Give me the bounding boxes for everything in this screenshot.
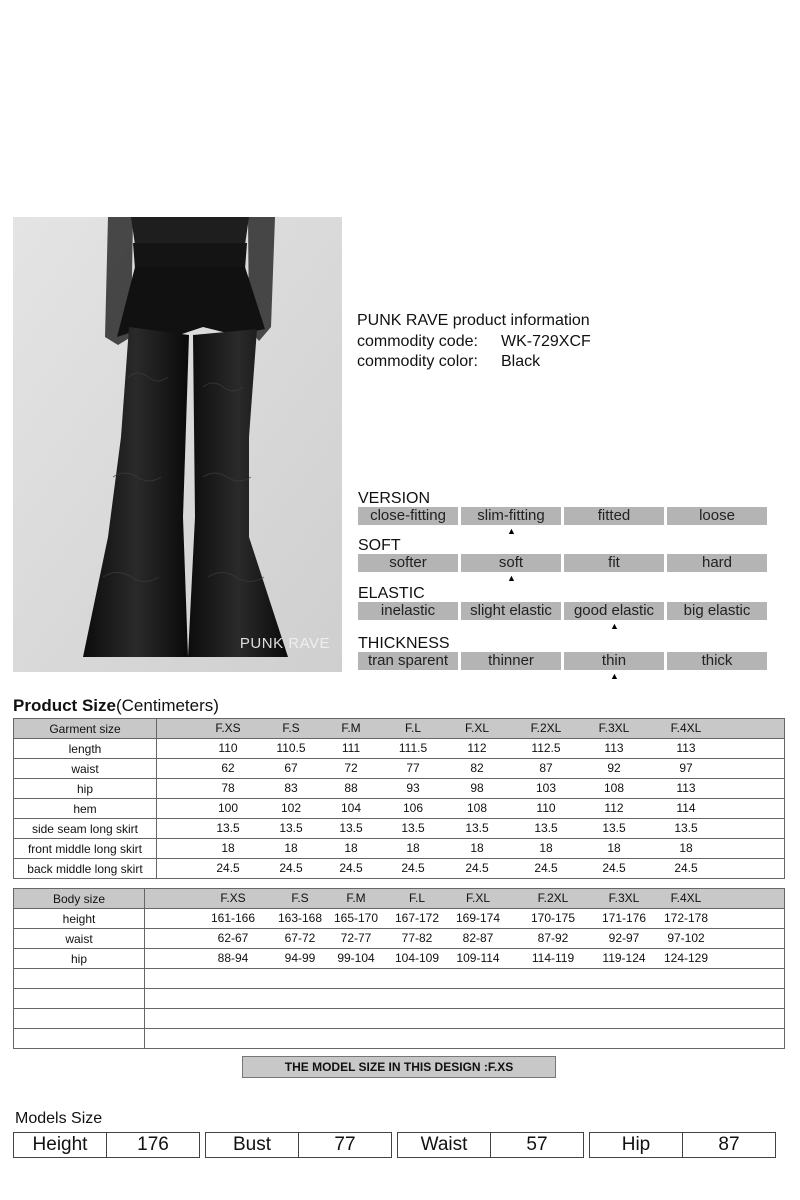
size-value: 94-99 [284, 951, 316, 965]
brand-watermark: PUNK RAVE [239, 635, 330, 652]
commodity-color-value: Black [501, 353, 541, 370]
size-value: 124-129 [663, 951, 709, 965]
row-label: side seam long skirt [14, 819, 157, 839]
attribute-option: soft [461, 554, 561, 572]
size-label: F.4XL [670, 721, 702, 735]
attribute-title: SOFT [358, 537, 401, 554]
row-label [14, 1029, 145, 1049]
size-value: 24.5 [465, 861, 489, 875]
selected-marker-icon: ▲ [507, 573, 516, 583]
size-value: 92-97 [608, 931, 640, 945]
table-header-label: Garment size [14, 719, 157, 739]
row-values [145, 969, 785, 989]
table-header-sizes [145, 889, 785, 909]
attribute-option: thin [564, 652, 664, 670]
table-row [14, 949, 785, 969]
size-value: 13.5 [465, 821, 489, 835]
table-row [14, 1029, 785, 1049]
size-value: 24.5 [602, 861, 626, 875]
size-value: 113 [604, 741, 624, 755]
size-label: F.2XL [530, 721, 562, 735]
product-size-title [13, 696, 219, 716]
size-value: 161-166 [210, 911, 256, 925]
size-value: 108 [603, 781, 625, 795]
models-size-row [13, 1132, 776, 1158]
model-measure-0 [13, 1132, 200, 1158]
size-value: 67 [284, 761, 298, 775]
row-values [157, 759, 785, 779]
product-size-heading: Product Size [13, 696, 116, 715]
size-value: 13.5 [674, 821, 698, 835]
size-value: 24.5 [401, 861, 425, 875]
model-size-note: THE MODEL SIZE IN THIS DESIGN :F.XS [242, 1056, 556, 1078]
size-value: 108 [466, 801, 488, 815]
row-values [157, 739, 785, 759]
model-measure-value: 176 [137, 1134, 169, 1155]
attribute-scale [358, 602, 767, 620]
size-value: 18 [679, 841, 693, 855]
size-label: F.XL [464, 721, 490, 735]
model-measure-3 [589, 1132, 776, 1158]
attribute-title: VERSION [358, 490, 431, 507]
size-value: 92 [607, 761, 621, 775]
attribute-option: slight elastic [461, 602, 561, 620]
table-header-sizes [157, 719, 785, 739]
size-value: 13.5 [602, 821, 626, 835]
table-row [14, 819, 785, 839]
size-label: F.XS [220, 891, 246, 905]
model-measure-value: 77 [334, 1134, 356, 1155]
size-label: F.L [404, 721, 422, 735]
commodity-color-label: commodity color: [357, 353, 478, 370]
size-value: 18 [344, 841, 358, 855]
attribute-option: big elastic [667, 602, 767, 620]
table-header-label: Body size [14, 889, 145, 909]
size-label: F.3XL [608, 891, 640, 905]
selected-marker-icon: ▲ [610, 671, 619, 681]
row-values [145, 929, 785, 949]
row-label: front middle long skirt [14, 839, 157, 859]
size-value: 97-102 [667, 931, 705, 945]
row-label: hip [14, 949, 145, 969]
commodity-code [357, 333, 591, 351]
size-value: 111 [341, 741, 361, 755]
size-value: 167-172 [394, 911, 440, 925]
attribute-scale [358, 554, 767, 572]
size-label: F.XS [215, 721, 241, 735]
row-values [145, 949, 785, 969]
model-measure-label: Bust [206, 1133, 299, 1157]
size-value: 110 [536, 801, 556, 815]
size-value: 100 [217, 801, 239, 815]
size-value: 87 [539, 761, 553, 775]
model-measure-label: Hip [590, 1133, 683, 1157]
attribute-option: fitted [564, 507, 664, 525]
attribute-option: close-fitting [358, 507, 458, 525]
model-measure-value: 57 [526, 1134, 548, 1155]
size-value: 72-77 [340, 931, 372, 945]
size-value: 165-170 [333, 911, 379, 925]
size-value: 13.5 [534, 821, 558, 835]
table-row [14, 1009, 785, 1029]
size-value: 62-67 [217, 931, 249, 945]
size-value: 82-87 [462, 931, 494, 945]
size-value: 24.5 [279, 861, 303, 875]
size-value: 110 [218, 741, 238, 755]
row-values [157, 859, 785, 879]
size-value: 18 [406, 841, 420, 855]
garment-size-table [13, 718, 785, 879]
size-value: 13.5 [339, 821, 363, 835]
attribute-title: THICKNESS [358, 635, 450, 652]
size-label: F.M [341, 721, 361, 735]
size-value: 169-174 [455, 911, 501, 925]
size-value: 103 [535, 781, 557, 795]
row-values [145, 909, 785, 929]
attribute-option: fit [564, 554, 664, 572]
row-label: hip [14, 779, 157, 799]
attribute-option: loose [667, 507, 767, 525]
size-value: 99-104 [337, 951, 375, 965]
row-label: back middle long skirt [14, 859, 157, 879]
size-value: 102 [280, 801, 302, 815]
model-illustration [13, 217, 342, 672]
table-row [14, 859, 785, 879]
row-label: length [14, 739, 157, 759]
attribute-option: thick [667, 652, 767, 670]
table-row [14, 779, 785, 799]
size-value: 67-72 [284, 931, 316, 945]
size-label: F.S [282, 721, 300, 735]
row-values [145, 989, 785, 1009]
size-value: 112 [467, 741, 487, 755]
size-value: 97 [679, 761, 693, 775]
table-row [14, 839, 785, 859]
row-label: hem [14, 799, 157, 819]
size-label: F.M [346, 891, 366, 905]
size-value: 104 [340, 801, 362, 815]
table-row [14, 759, 785, 779]
row-label [14, 969, 145, 989]
body-size-table [13, 888, 785, 1049]
commodity-code-label: commodity code: [357, 333, 478, 350]
table-row [14, 969, 785, 989]
row-values [157, 799, 785, 819]
size-value: 78 [221, 781, 235, 795]
size-label: F.4XL [670, 891, 702, 905]
size-value: 112.5 [531, 741, 561, 755]
size-value: 106 [402, 801, 424, 815]
row-label: waist [14, 929, 145, 949]
size-value: 18 [470, 841, 484, 855]
size-value: 171-176 [601, 911, 647, 925]
size-value: 24.5 [534, 861, 558, 875]
size-value: 111.5 [398, 741, 428, 755]
attribute-option: thinner [461, 652, 561, 670]
attribute-scale [358, 507, 767, 525]
model-measure-value: 87 [718, 1134, 740, 1155]
row-values [157, 839, 785, 859]
row-values [145, 1029, 785, 1049]
row-label [14, 989, 145, 1009]
attribute-option: good elastic [564, 602, 664, 620]
size-value: 87-92 [537, 931, 569, 945]
size-value: 172-178 [663, 911, 709, 925]
product-size-unit: (Centimeters) [115, 696, 219, 715]
size-value: 109-114 [456, 951, 500, 965]
row-label: waist [14, 759, 157, 779]
selected-marker-icon: ▲ [610, 621, 619, 631]
size-label: F.S [291, 891, 309, 905]
row-label [14, 1009, 145, 1029]
size-value: 170-175 [530, 911, 576, 925]
size-value: 13.5 [216, 821, 240, 835]
attribute-title: ELASTIC [358, 585, 425, 602]
size-value: 18 [607, 841, 621, 855]
size-value: 83 [284, 781, 298, 795]
table-row [14, 739, 785, 759]
attribute-option: slim-fitting [461, 507, 561, 525]
model-measure-2 [397, 1132, 584, 1158]
size-value: 88 [344, 781, 358, 795]
info-title: PUNK RAVE product information [357, 312, 590, 329]
model-measure-label: Height [14, 1133, 107, 1157]
size-value: 18 [284, 841, 298, 855]
row-values [157, 819, 785, 839]
size-value: 98 [470, 781, 484, 795]
size-value: 62 [221, 761, 235, 775]
size-label: F.L [408, 891, 426, 905]
table-row [14, 929, 785, 949]
attribute-option: inelastic [358, 602, 458, 620]
size-value: 114 [676, 801, 696, 815]
model-measure-label: Waist [398, 1133, 491, 1157]
size-value: 119-124 [602, 951, 646, 965]
table-row [14, 799, 785, 819]
size-value: 18 [221, 841, 235, 855]
size-value: 24.5 [674, 861, 698, 875]
size-value: 88-94 [217, 951, 249, 965]
size-value: 72 [344, 761, 358, 775]
size-value: 113 [676, 781, 696, 795]
size-value: 13.5 [279, 821, 303, 835]
row-values [145, 1009, 785, 1029]
attribute-option: softer [358, 554, 458, 572]
table-row [14, 909, 785, 929]
attribute-option: tran sparent [358, 652, 458, 670]
size-value: 113 [676, 741, 696, 755]
product-photo [13, 217, 342, 672]
commodity-code-value: WK-729XCF [501, 333, 591, 350]
selected-marker-icon: ▲ [507, 526, 516, 536]
table-row [14, 989, 785, 1009]
size-value: 93 [406, 781, 420, 795]
size-value: 77 [406, 761, 420, 775]
model-measure-1 [205, 1132, 392, 1158]
size-label: F.2XL [537, 891, 569, 905]
size-value: 163-168 [277, 911, 323, 925]
size-value: 24.5 [216, 861, 240, 875]
size-value: 110.5 [276, 741, 306, 755]
size-value: 77-82 [401, 931, 433, 945]
attribute-scale [358, 652, 767, 670]
size-value: 82 [470, 761, 484, 775]
size-value: 112 [604, 801, 624, 815]
size-value: 114-119 [531, 951, 575, 965]
models-size-title: Models Size [15, 1110, 103, 1127]
size-value: 104-109 [394, 951, 440, 965]
size-value: 18 [539, 841, 553, 855]
row-values [157, 779, 785, 799]
row-label: height [14, 909, 145, 929]
size-value: 24.5 [339, 861, 363, 875]
size-value: 13.5 [401, 821, 425, 835]
size-label: F.3XL [598, 721, 630, 735]
commodity-color [357, 353, 540, 371]
attribute-option: hard [667, 554, 767, 572]
size-label: F.XL [465, 891, 491, 905]
